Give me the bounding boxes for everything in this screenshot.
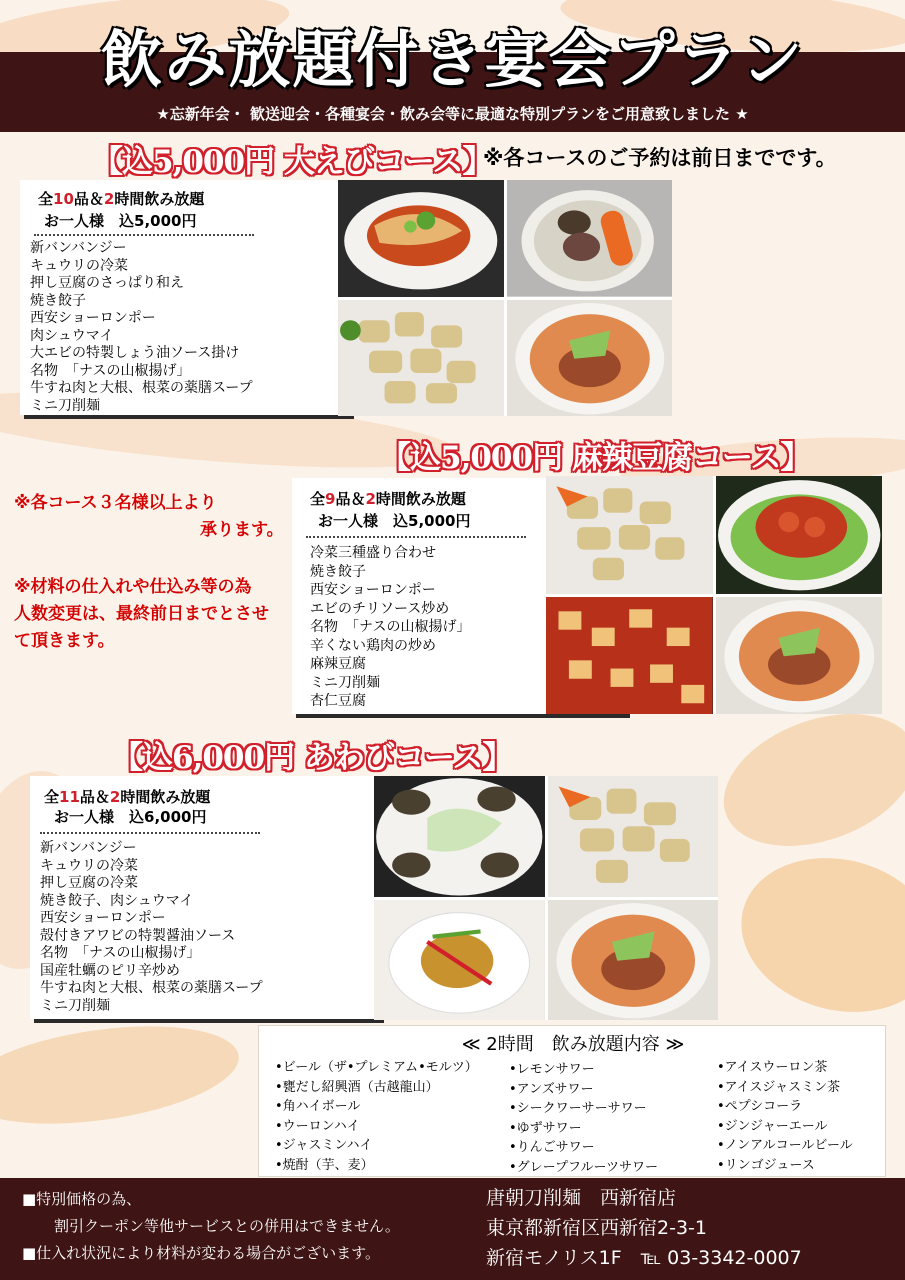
- divider: [34, 234, 254, 236]
- menu-item: エビのチリソース炒め: [310, 600, 450, 617]
- course-summary: 全11品＆2時間飲み放題: [44, 788, 211, 806]
- photo-grid-mapo: [546, 476, 882, 714]
- menu-item: 西安ショーロンポー: [30, 310, 156, 326]
- shop-address-phone: 新宿モノリス1F ℡ 03-3342-0007: [486, 1247, 802, 1269]
- menu-item: 辛くない鶏肉の炒め: [310, 637, 436, 654]
- footer-notes: [22, 1186, 400, 1267]
- drink-item: •りんごサワー: [509, 1140, 595, 1155]
- course-summary: 全10品＆2時間飲み放題: [38, 190, 205, 208]
- shop-name: 唐朝刀削麺 西新宿店: [486, 1187, 677, 1209]
- drink-item: •ペプシコーラ: [717, 1099, 803, 1114]
- menu-item: 名物 「ナスの山椒揚げ」: [30, 362, 191, 379]
- drink-item: •アイスウーロン茶: [717, 1060, 828, 1075]
- drink-item: •ゆずサワー: [509, 1120, 582, 1136]
- drink-item: •焼酎（芋、麦）: [275, 1157, 374, 1173]
- course-title-mapo: 【込5,000円 麻辣豆腐コース】: [380, 440, 811, 476]
- menu-box-awabi: [30, 776, 380, 1019]
- course-title-awabi: 【込6,000円 あわびコース】: [112, 740, 513, 776]
- menu-item: 杏仁豆腐: [310, 693, 366, 709]
- drink-column-3: [717, 1058, 853, 1175]
- dish-photo-eggplant: [338, 300, 504, 417]
- footer-note: 割引クーポン等他サービスとの併用はできません。: [54, 1217, 400, 1235]
- drink-item: •ジャスミンハイ: [275, 1138, 373, 1153]
- dish-photo-noodles: [507, 300, 673, 417]
- menu-item: キュウリの冷菜: [30, 257, 128, 274]
- drink-item: •ウーロンハイ: [275, 1118, 360, 1134]
- footer-note: ■特別価格の為、: [22, 1190, 142, 1208]
- course-title-ebi: 【込5,000円 大えびコース】: [92, 144, 493, 180]
- menu-item: 焼き餃子: [30, 292, 86, 309]
- drink-item: •シークワーサーサワー: [509, 1101, 647, 1116]
- shop-info: [486, 1183, 802, 1273]
- drink-item: •グレープフルーツサワー: [509, 1159, 658, 1175]
- menu-item: 冷菜三種盛り合わせ: [310, 545, 436, 561]
- photo-grid-awabi: [374, 776, 718, 1020]
- dish-photo-noodles: [716, 597, 883, 715]
- dish-photo-chili-shrimp: [716, 476, 883, 594]
- course-price: お一人様 込5,000円: [318, 512, 471, 530]
- menu-item: 牛すね肉と大根、根菜の薬膳スープ: [30, 380, 253, 396]
- menu-item: ミニ刀削麺: [310, 674, 380, 691]
- dish-photo-eggplant: [546, 476, 713, 594]
- drink-item: •ビール（ザ•プレミアム•モルツ）: [275, 1060, 478, 1075]
- shop-address: 東京都新宿区西新宿2-3-1: [486, 1217, 707, 1239]
- menu-item: キュウリの冷菜: [40, 857, 138, 874]
- background-stroke: [706, 689, 905, 870]
- dish-photo-mapo-tofu: [546, 597, 713, 715]
- drink-item: •甕だし紹興酒（古越龍山）: [275, 1079, 439, 1095]
- background-stroke: [724, 837, 905, 1034]
- menu-item: 焼き餃子、肉シュウマイ: [40, 892, 194, 909]
- drink-column-1: [275, 1058, 478, 1175]
- menu-item: 名物 「ナスの山椒揚げ」: [40, 945, 201, 961]
- menu-list-ebi: [30, 240, 253, 415]
- menu-item: 焼き餃子: [310, 563, 366, 580]
- menu-list-awabi: [40, 840, 263, 1015]
- footer-note: ■仕入れ状況により材料が変わる場合がございます。: [22, 1244, 380, 1262]
- menu-item: ミニ刀削麺: [30, 397, 100, 414]
- dish-photo-noodles: [548, 900, 719, 1021]
- drink-menu-box: [258, 1025, 886, 1177]
- page-title: 飲み放題付き宴会プラン: [100, 23, 805, 96]
- menu-item: 牛すね肉と大根、根菜の薬膳スープ: [40, 980, 263, 996]
- drink-item: •レモンサワー: [509, 1062, 595, 1077]
- drink-item: •ジンジャーエール: [717, 1118, 828, 1134]
- drink-column-2: [509, 1060, 658, 1177]
- advance-reservation-note: ※各コースのご予約は前日までです。: [483, 146, 837, 170]
- drink-item: •アンズサワー: [509, 1081, 594, 1097]
- drink-menu-title: ≪ 2時間 飲み放題内容 ≫: [461, 1034, 685, 1055]
- drink-item: •リンゴジュース: [717, 1157, 815, 1173]
- menu-item: 新バンバンジー: [30, 240, 127, 256]
- menu-item: 殻付きアワビの特製醤油ソース: [40, 927, 236, 944]
- course-price: お一人様 込6,000円: [54, 808, 207, 826]
- dish-photo-eggplant: [548, 776, 719, 897]
- menu-item: 西安ショーロンポー: [310, 582, 436, 598]
- background-stroke: [0, 1011, 245, 1139]
- dish-photo-oyster: [374, 900, 545, 1021]
- menu-item: 西安ショーロンポー: [40, 910, 166, 926]
- menu-item: 肉シュウマイ: [30, 327, 114, 344]
- course-price: お一人様 込5,000円: [44, 212, 197, 230]
- menu-item: 麻辣豆腐: [310, 656, 366, 672]
- menu-item: 新バンバンジー: [40, 840, 137, 856]
- photo-grid-ebi: [338, 180, 672, 416]
- headcount-change-note: ※材料の仕入れや仕込み等の為 人数変更は、最終前日までとさせ て頂きます。: [14, 577, 269, 651]
- menu-box-ebi: [20, 180, 350, 415]
- menu-item: 国産牡蠣のピリ辛炒め: [40, 962, 180, 979]
- drink-item: •ノンアルコールビール: [717, 1138, 853, 1153]
- menu-item: 名物 「ナスの山椒揚げ」: [310, 619, 471, 635]
- menu-item: 押し豆腐のさっぱり和え: [30, 275, 184, 291]
- dish-photo-abalone: [374, 776, 545, 897]
- menu-item: 大エビの特製しょう油ソース掛け: [30, 345, 240, 361]
- course-summary: 全9品＆2時間飲み放題: [310, 490, 466, 508]
- menu-item: ミニ刀削麺: [40, 997, 110, 1014]
- dish-photo-prawn: [338, 180, 504, 297]
- menu-item: 押し豆腐の冷菜: [40, 875, 138, 891]
- menu-list-mapo: [310, 544, 470, 711]
- footer-band: [0, 1178, 905, 1280]
- drink-item: •アイスジャスミン茶: [717, 1079, 841, 1095]
- divider: [306, 536, 526, 538]
- minimum-people-note: ※各コース３名様以上より 承ります。: [14, 493, 284, 540]
- divider: [40, 832, 260, 834]
- drink-item: •角ハイボール: [275, 1099, 361, 1114]
- page-subtitle: ★忘新年会・ 歓送迎会・各種宴会・飲み会等に最適な特別プランをご用意致しました ★: [156, 105, 749, 123]
- dish-photo-soup: [507, 180, 673, 297]
